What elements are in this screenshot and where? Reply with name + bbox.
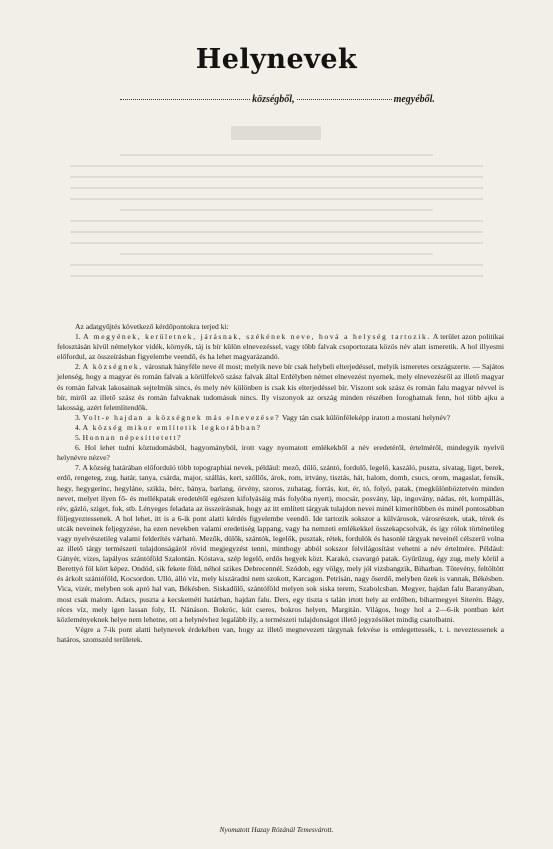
page-title: Helynevek [195,44,358,75]
question-item [57,413,504,423]
question-list [57,332,504,645]
question-text: Vagy tán csak különféleképp iratott a mostani helynév? [280,412,451,422]
question-lead: A község mikor említetik legkorábban? [82,422,262,432]
intro-text: Az adatgyűjtés következő kérdőpontokra terjed ki: [75,322,229,331]
question-number: 7. [75,463,83,473]
blank-line-village [120,99,250,100]
printer-footer: Nyomatott Hazay Rózánál Temesvárott. [219,826,334,834]
question-item [57,443,504,463]
question-text: Hol lehet tudni köztudomásból, hagyományból, irott vagy nyomatott emlékekből a név eredetéről, értelméről, mindegyik nyelvű helynévre nézve? [57,443,505,463]
question-item [57,332,504,362]
question-lead: A megyének, kerületnek, járásnak, székének neve, hová a helység tartozik. [83,332,431,342]
question-item [57,463,504,625]
question-lead: Volt-e hajdan a községnek más elnevezése? [82,412,281,422]
bleed-through-area [0,120,553,310]
subtitle-line [0,94,553,105]
question-number: 4. [75,422,83,432]
question-item [57,433,504,443]
blank-line-county [297,99,392,100]
question-item [57,625,504,645]
question-item [57,362,504,412]
question-text: Végre a 7-ik pont alatti helynevek érdekében van, hogy az illető megnevezett tárgynak fekvése is emlegettessék, t. i. neveztessenek a határos, szomszéd területek. [57,624,504,644]
question-lead: A községnek, [82,362,143,372]
subtitle-county-label: megyéből. [393,94,435,105]
subtitle-village-label: községből, [252,94,295,105]
question-text: városnak hányféle neve él most; melyik neve bír csak helybeli elterjedéssel, melyik ismeretes országszerte. — Sajátos jelenség, hogy a magyar és román falvak a körülfekvő szász falvak által Erdélyben német elnevezést nyernek, mely elnevezésről az illető magyar és román falvak lakosainak sejtelmük sincs, és mely név különben is csak kis elterjedéssel bír. Viszont sok szász és román falu magyar névvel is bír, miről az illető szász és román falvaknak tudomásuk nincs. Ily viszonyok az ország minden részében foroghatnak fenn, hol több ajku a lakosság, azért felemlítendők. [57,362,504,412]
question-number: 6. [75,443,85,453]
question-text: A község határában előforduló több topographiai nevek, például: mező, dűlő, szántó, fordulő, legelő, kaszáló, puszta, sivatag, liget, berek, erdő, rengeteg, zug, határ, tanya, csárda, major, szállás, kert, szőllős, árok, rom, irtvány, tisztás, hát, halom, domb, csucs, orom, magaslat, fensík, hegy, hegygerinc, hegyláne, szikla, bérc, bánya, barlang, örvény, szoros, zuhatag, forrás, kut, ér, tó, folyó, patak, (megkülönböztetvén minden nevet, melyet ilyen fő- és mellékpatak eredetétől egészen kifolyásáig más folyóba nyert), mocsár, posvány, láp, ingovány, nádas, rét, kompállás, rév, gázló, sziget, fok, stb. Lényeges feladata az összeírásnak, hogy az itt említett tárgyak tulajdon nevei minél kimerítőbben és minél pontosabban följegyeztessenek. A hol lehet, itt is a 6-ik pont alatti kérdés figyelembe veendő. Ide tartozik sokszor a külvárosok, városrészek, utak, térek és utcák neveinek feljegyzése, ha ezen nevekben valami eredetiség lappang, vagy ha nemzeti emlékekkel összekapcsolvák, és így rólok történetileg vagy nyelvészetileg valami felderítés várható. Mezők, dülők, szántók, legelők, pusztak, rétek, fordulók és hasonlé tárgyak neveinél célszerű volna az illető tárgy természeti tulajdonságáról rövid megjegyzést tenni, minthogy abból sokszor felvilágosítást vehetni a név értelmére. Például: Gányér, vizes, lapályos szántóföld Szalontán. Kóstava, szép legelő, erdős hegyek közt. Karakó, csavargó patak. Gyűrűzug, égy zug, mely körül a Berettyó föl kört képez. Ondód, sík fekete föld, néhol szikes Debrecennél. Szódob, egy völgy, mely jól vizsbangzik, Biharban. Tötevény, feltöltött és árkolt szántóföld, Kocsordon. Ulló, álló víz, mely kiszáradni nem szokott, Karcagon. Petrisán, nagy őserdő, melyben őzek is vannak, Békésben. Vica, vizér, melyben sok apró hal van, Békésben. Siskadűlő, szántóföld melyen sok siska terem, Szabolcsban. Megyer, hajdan falu Baranyában, most csak malom. Adacs, puszta a kecskeméti határban, hajdan falu. Ders, egy tiszta s talán irtott hely az erdőben, biharmegyei Siterén. Bágy, réces víz, mely igen lassan foly, II. Nánáson. Bokróc, kút cseres, bokros helyen, Margitán. Világos, hogy hol a 2—6-ik pontban kért közleményeknek helye nem lehetne, ott a helynévhez legalább ily, a természeti tulajdonságot illető jegyzésöket mindig csatolbatni. [57,463,504,624]
question-number: 3. [75,412,83,422]
question-item [57,423,504,433]
question-text: A terület azon politikai felosztásán kívül némelykor vidék, környék, táj is bír külön elnevezéssel, vagy több falvak csoportozata közös név alatt ismeretik. A hol illyesmi előfordul, az összeírásban figyelembe veendő, és ha lehet magyarázandó. [57,332,505,362]
question-lead: Honnan népesíttetett? [82,433,183,443]
questionnaire-text [57,322,504,645]
question-number: 2. [75,362,83,372]
question-number: 5. [75,433,83,443]
question-number: 1. [75,332,84,342]
